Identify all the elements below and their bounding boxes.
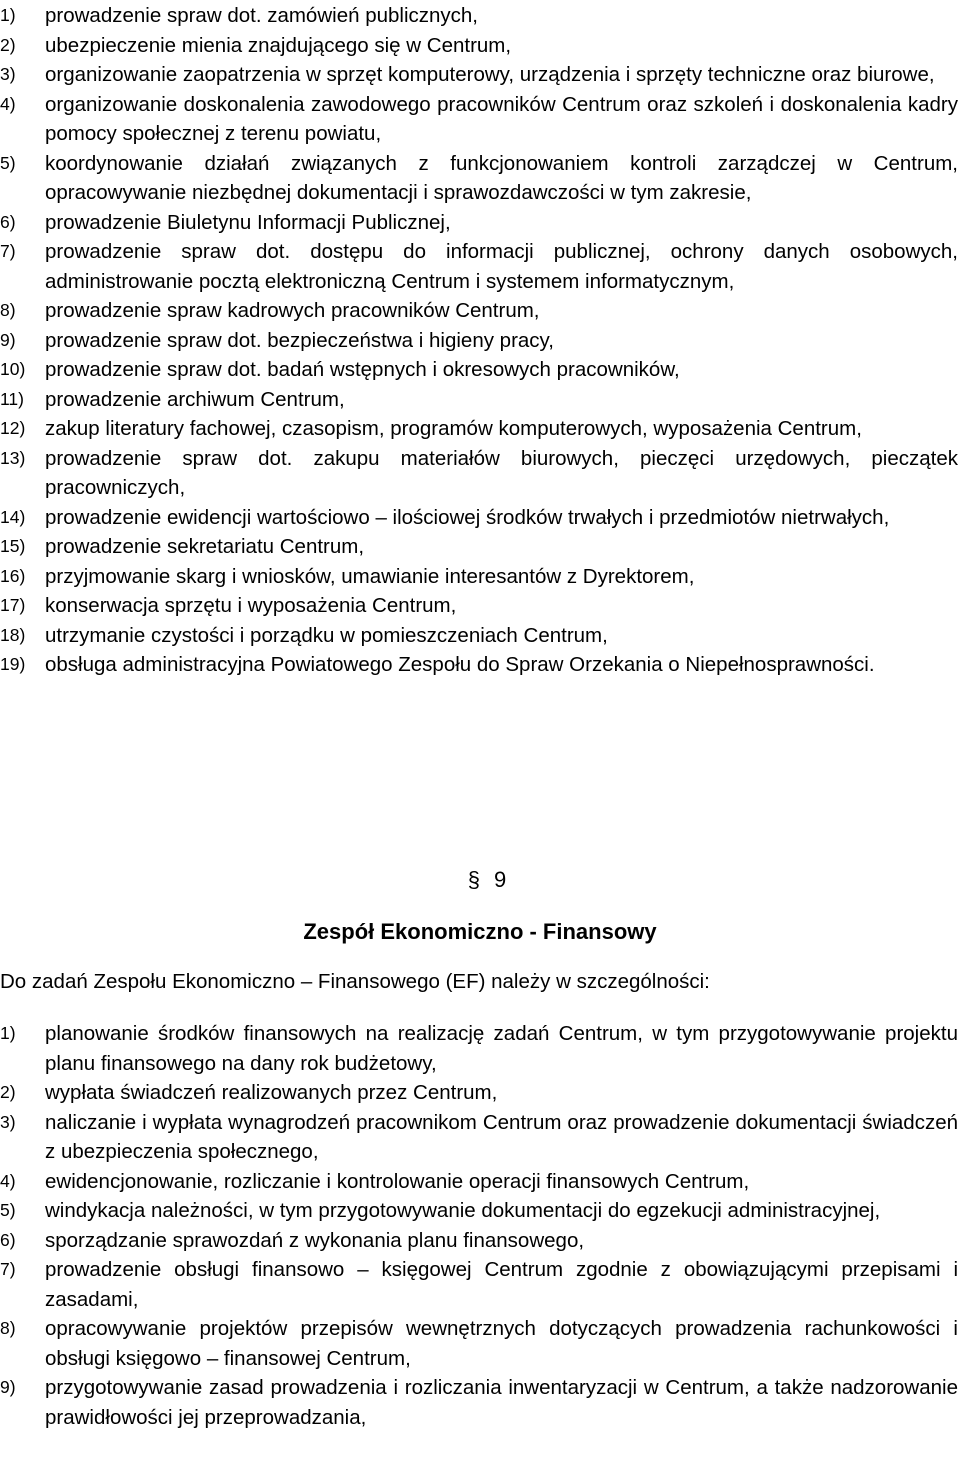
list-item-number: 9) [0, 329, 16, 350]
list-item [0, 385, 958, 415]
list-item-number: 8) [0, 300, 16, 320]
list-item-text: utrzymanie czystości i porządku w pomieszczeniach Centrum, [45, 623, 608, 647]
list-item-number: 12) [0, 418, 26, 438]
list-item-number: 1) [0, 1023, 16, 1043]
list-item [0, 1167, 958, 1197]
section-intro: Do zadań Zespołu Ekonomiczno – Finansowego (EF) należy w szczególności: [0, 970, 710, 993]
tasks-list-ef [0, 1019, 958, 1432]
list-item-number: 13) [0, 447, 26, 468]
list-item [0, 90, 958, 149]
list-item-number: 17) [0, 595, 26, 615]
list-item [0, 296, 958, 326]
list-item-number: 14) [0, 506, 26, 527]
list-item-number: 2) [0, 34, 16, 55]
list-item-number: 1) [0, 5, 16, 25]
list-item-number: 5) [0, 1200, 16, 1220]
list-item-number: 19) [0, 654, 26, 674]
list-item-text: obsługa administracyjna Powiatowego Zespołu do Spraw Orzekania o Niepełnosprawności. [45, 653, 875, 676]
list-item-number: 3) [0, 64, 16, 84]
section-number [0, 867, 960, 893]
list-item-number: 10) [0, 359, 26, 379]
list-item [0, 149, 958, 208]
list-item-number: 7) [0, 1259, 16, 1279]
list-item [0, 326, 958, 356]
list-item [0, 355, 958, 385]
list-item [0, 31, 958, 61]
list-item-number: 16) [0, 565, 26, 586]
section-number-value: 9 [494, 867, 507, 892]
list-item-text: prowadzenie obsługi finansowo – księgowej Centrum zgodnie z obowiązującymi przepisami i zasadami, [45, 1258, 958, 1311]
list-item [0, 621, 958, 651]
list-item [0, 1373, 958, 1432]
list-item-text: naliczanie i wypłata wynagrodzeń pracownikom Centrum oraz prowadzenie dokumentacji świadczeń z ubezpieczenia społecznego, [45, 1110, 958, 1163]
list-item [0, 237, 958, 296]
list-item [0, 503, 958, 533]
list-item [0, 1196, 958, 1226]
list-item-text: prowadzenie spraw dot. dostępu do informacji publicznej, ochrony danych osobowych, administrowanie pocztą elektroniczną Centrum i systemem informatycznym, [45, 240, 958, 293]
list-item [0, 562, 958, 592]
list-item-text: prowadzenie spraw dot. bezpieczeństwa i higieny pracy, [45, 328, 554, 352]
list-item [0, 1314, 958, 1373]
list-item-number: 7) [0, 241, 16, 261]
list-item [0, 1019, 958, 1078]
list-item-text: opracowywanie projektów przepisów wewnętrznych dotyczących prowadzenia rachunkowości i obsługi księgowo – finansowej Centrum, [45, 1317, 958, 1370]
list-item [0, 414, 958, 444]
list-item-text: organizowanie doskonalenia zawodowego pracowników Centrum oraz szkoleń i doskonalenia kadry pomocy społecznej z terenu powiatu, [45, 92, 958, 145]
list-item-text: wypłata świadczeń realizowanych przez Centrum, [45, 1081, 498, 1104]
list-item-text: przygotowywanie zasad prowadzenia i rozliczania inwentaryzacji w Centrum, a także nadzorowanie prawidłowości jej przeprowadzania, [45, 1376, 958, 1429]
list-item-number: 4) [0, 93, 16, 114]
list-item [0, 60, 958, 90]
list-item [0, 1078, 958, 1108]
list-item-text: prowadzenie archiwum Centrum, [45, 387, 345, 411]
list-item-text: prowadzenie spraw dot. zamówień publicznych, [45, 4, 479, 27]
list-item-number: 9) [0, 1377, 16, 1397]
list-item [0, 1255, 958, 1314]
list-item [0, 1, 958, 31]
list-item-number: 3) [0, 1111, 16, 1132]
list-item-text: ewidencjonowanie, rozliczanie i kontrolowanie operacji finansowych Centrum, [45, 1169, 750, 1193]
list-item-text: prowadzenie spraw kadrowych pracowników Centrum, [45, 299, 540, 322]
list-item-number: 6) [0, 1229, 16, 1250]
list-item-text: prowadzenie spraw dot. zakupu materiałów biurowych, pieczęci urzędowych, pieczątek pracowniczych, [45, 446, 958, 499]
list-item-text: prowadzenie ewidencji wartościowo – ilościowej środków trwałych i przedmiotów nietrwałych, [45, 505, 890, 529]
list-item [0, 650, 958, 680]
list-item-text: przyjmowanie skarg i wniosków, umawianie interesantów z Dyrektorem, [45, 564, 695, 588]
list-item-number: 11) [0, 388, 24, 409]
list-item [0, 1226, 958, 1256]
list-item-number: 2) [0, 1082, 16, 1102]
list-item-number: 18) [0, 624, 26, 645]
list-item [0, 208, 958, 238]
section-sign: § [467, 867, 480, 892]
list-item-text: zakup literatury fachowej, czasopism, programów komputerowych, wyposażenia Centrum, [45, 417, 862, 440]
list-item-number: 6) [0, 211, 16, 232]
list-item-number: 5) [0, 152, 16, 173]
list-item [0, 444, 958, 503]
list-item-text: koordynowanie działań związanych z funkcjonowaniem kontroli zarządczej w Centrum, opracowywanie niezbędnej dokumentacji i sprawozdawczości w tym zakresie, [45, 151, 958, 204]
list-item-text: sporządzanie sprawozdań z wykonania planu finansowego, [45, 1228, 585, 1252]
list-item-text: prowadzenie Biuletynu Informacji Publicznej, [45, 210, 451, 234]
list-item-text: ubezpieczenie mienia znajdującego się w Centrum, [45, 33, 512, 57]
list-item-number: 15) [0, 536, 26, 556]
list-item [0, 591, 958, 621]
list-item-number: 4) [0, 1170, 16, 1191]
list-item-text: prowadzenie sekretariatu Centrum, [45, 535, 365, 558]
section-heading: Zespół Ekonomiczno - Finansowy [303, 919, 657, 944]
tasks-list-previous-section [0, 1, 958, 680]
list-item-text: planowanie środków finansowych na realizację zadań Centrum, w tym przygotowywanie projektu planu finansowego na dany rok budżetowy, [45, 1022, 958, 1075]
list-item-number: 8) [0, 1318, 16, 1338]
list-item-text: prowadzenie spraw dot. badań wstępnych i okresowych pracowników, [45, 358, 680, 381]
list-item-text: organizowanie zaopatrzenia w sprzęt komputerowy, urządzenia i sprzęty techniczne oraz biurowe, [45, 63, 935, 86]
list-item-text: windykacja należności, w tym przygotowywanie dokumentacji do egzekucji administracyjnej, [45, 1199, 881, 1222]
list-item [0, 1108, 958, 1167]
list-item-text: konserwacja sprzętu i wyposażenia Centrum, [45, 594, 457, 617]
list-item [0, 532, 958, 562]
